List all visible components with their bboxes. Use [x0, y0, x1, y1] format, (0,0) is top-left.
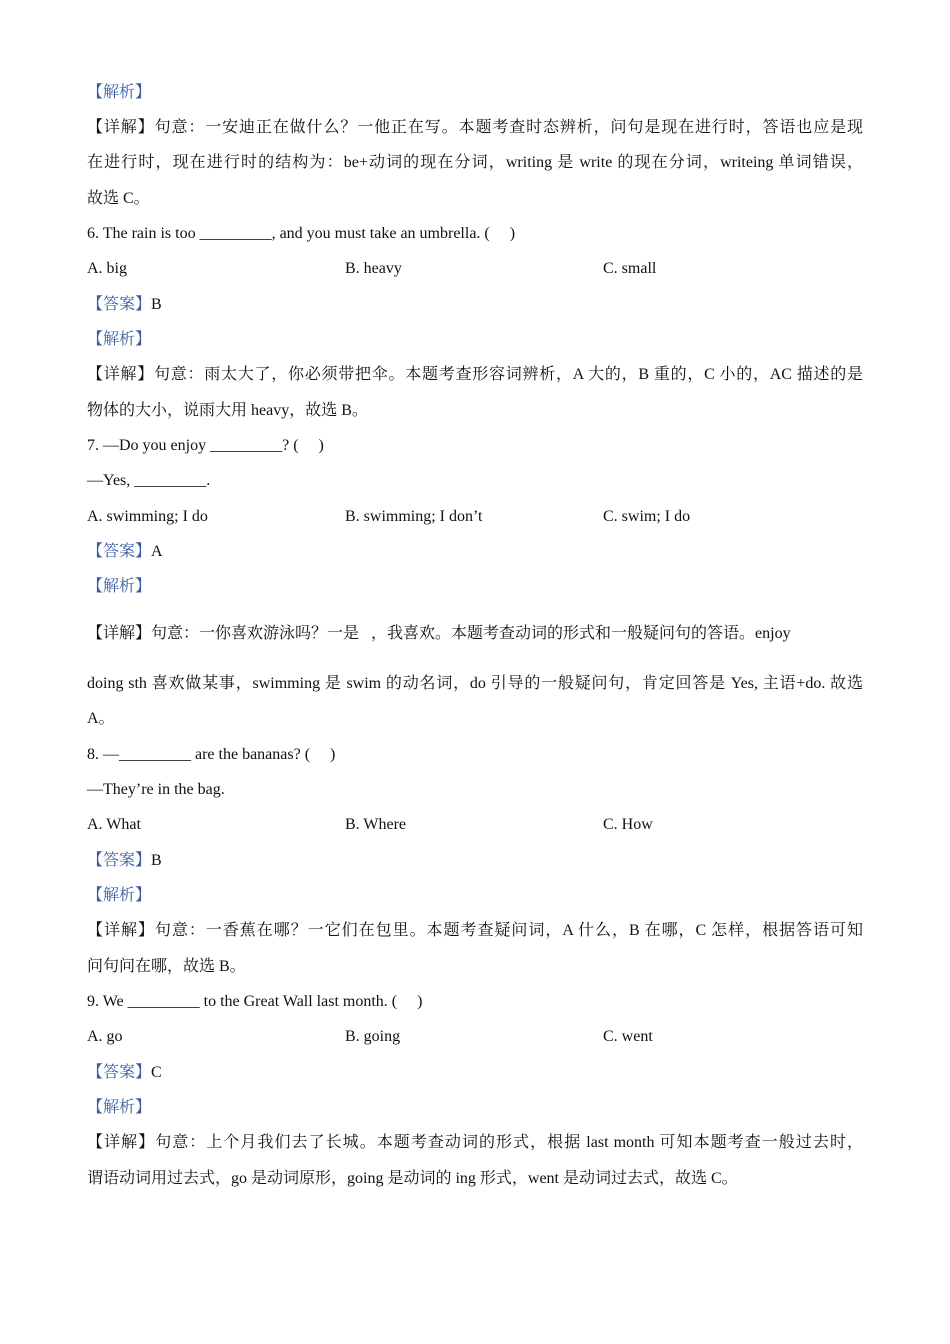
detail-text: 故选 C。 [87, 189, 150, 207]
analysis-label: 【解析】 [87, 330, 152, 348]
answer-value: C [151, 1063, 162, 1081]
options-row [87, 1019, 863, 1054]
detail-line [87, 616, 863, 651]
detail-line [87, 110, 863, 145]
document-page [87, 75, 863, 1197]
question-stem: —They’re in the bag. [87, 781, 225, 799]
answer-line [87, 534, 863, 569]
detail-text: 物体的大小，说雨大用 heavy，故选 B。 [87, 401, 368, 419]
option-a: A. swimming; I do [87, 507, 208, 525]
question-stem: 8. —_________ are the bananas? ( ) [87, 745, 336, 763]
analysis-label: 【解析】 [87, 578, 152, 596]
analysis-label-line [87, 1090, 863, 1125]
question-8 [87, 737, 863, 984]
question-5-explanation [87, 75, 863, 216]
detail-text: 句意：一你喜欢游泳吗？一是 ，我喜欢。本题考查动词的形式和一般疑问句的答语。enjoy [151, 625, 791, 643]
options-row [87, 499, 863, 534]
options-row [87, 251, 863, 286]
detail-line [87, 949, 863, 984]
detail-label: 【详解】 [87, 118, 155, 136]
detail-line [87, 181, 863, 216]
detail-text: 句意：上个月我们去了长城。本题考查动词的形式，根据 last month 可知本题考查一般过去时， [155, 1134, 863, 1152]
detail-label: 【详解】 [87, 1134, 156, 1152]
analysis-label-line [87, 569, 863, 604]
detail-text: 问句问在哪，故选 B。 [87, 957, 246, 975]
detail-label: 【详解】 [87, 625, 152, 643]
detail-line [87, 357, 863, 392]
option-c: C. small [603, 260, 657, 278]
detail-text: A。 [87, 710, 115, 728]
detail-text: 句意：一香蕉在哪？一它们在包里。本题考查疑问词，A 什么，B 在哪，C 怎样，根据答语可知 [154, 922, 863, 940]
answer-label: 【答案】 [87, 295, 152, 313]
analysis-label-line [87, 322, 863, 357]
question-stem: —Yes, _________. [87, 472, 211, 490]
question-9 [87, 984, 863, 1196]
detail-text: 句意：雨太大了，你必须带把伞。本题考查形容词辨析，A 大的，B 重的，C 小的，AC 描述的是 [154, 366, 863, 384]
question-stem: 9. We _________ to the Great Wall last month. ( ) [87, 993, 423, 1011]
detail-line [87, 913, 863, 948]
detail-line [87, 1125, 863, 1160]
option-b: B. swimming; I don’t [345, 507, 483, 525]
detail-line [87, 393, 863, 428]
option-a: A. What [87, 816, 141, 834]
detail-line [87, 145, 863, 180]
analysis-label: 【解析】 [87, 83, 152, 101]
answer-label: 【答案】 [87, 851, 152, 869]
detail-line [87, 666, 863, 701]
option-b: B. Where [345, 816, 407, 834]
detail-text: 句意：一安迪正在做什么？一他正在写。本题考查时态辨析，问句是现在进行时，答语也应是现 [154, 118, 863, 136]
analysis-label-line [87, 75, 863, 110]
option-b: B. going [345, 1028, 401, 1046]
answer-value: B [151, 295, 162, 313]
detail-line [87, 701, 863, 736]
question-stem: 6. The rain is too _________, and you must take an umbrella. ( ) [87, 224, 516, 242]
detail-line [87, 1161, 863, 1196]
detail-label: 【详解】 [87, 366, 154, 384]
detail-text: doing sth 喜欢做某事，swimming 是 swim 的动名词，do 引导的一般疑问句，肯定回答是 Yes, 主语+do. 故选 [87, 675, 863, 692]
option-a: A. big [87, 260, 127, 278]
option-c: C. swim; I do [603, 507, 691, 525]
option-a: A. go [87, 1028, 123, 1046]
answer-label: 【答案】 [87, 542, 152, 560]
option-c: C. How [603, 816, 653, 834]
detail-label: 【详解】 [87, 922, 155, 940]
question-6 [87, 216, 863, 428]
analysis-label-line [87, 878, 863, 913]
detail-text: 在进行时，现在进行时的结构为：be+动词的现在分词，writing 是 write 的现在分词，writeing 单词错误， [87, 154, 863, 172]
analysis-label: 【解析】 [87, 1099, 152, 1117]
option-c: C. went [603, 1028, 653, 1046]
question-stem: 7. —Do you enjoy _________? ( ) [87, 436, 324, 454]
answer-line [87, 287, 863, 322]
analysis-label: 【解析】 [87, 887, 152, 905]
answer-label: 【答案】 [87, 1063, 152, 1081]
answer-value: B [151, 851, 162, 869]
question-7 [87, 428, 863, 737]
options-row [87, 807, 863, 842]
answer-line [87, 1055, 863, 1090]
detail-text: 谓语动词用过去式，go 是动词原形，going 是动词的 ing 形式，went 是动词过去式，故选 C。 [87, 1169, 738, 1187]
answer-line [87, 843, 863, 878]
option-b: B. heavy [345, 260, 402, 278]
answer-value: A [151, 542, 163, 560]
